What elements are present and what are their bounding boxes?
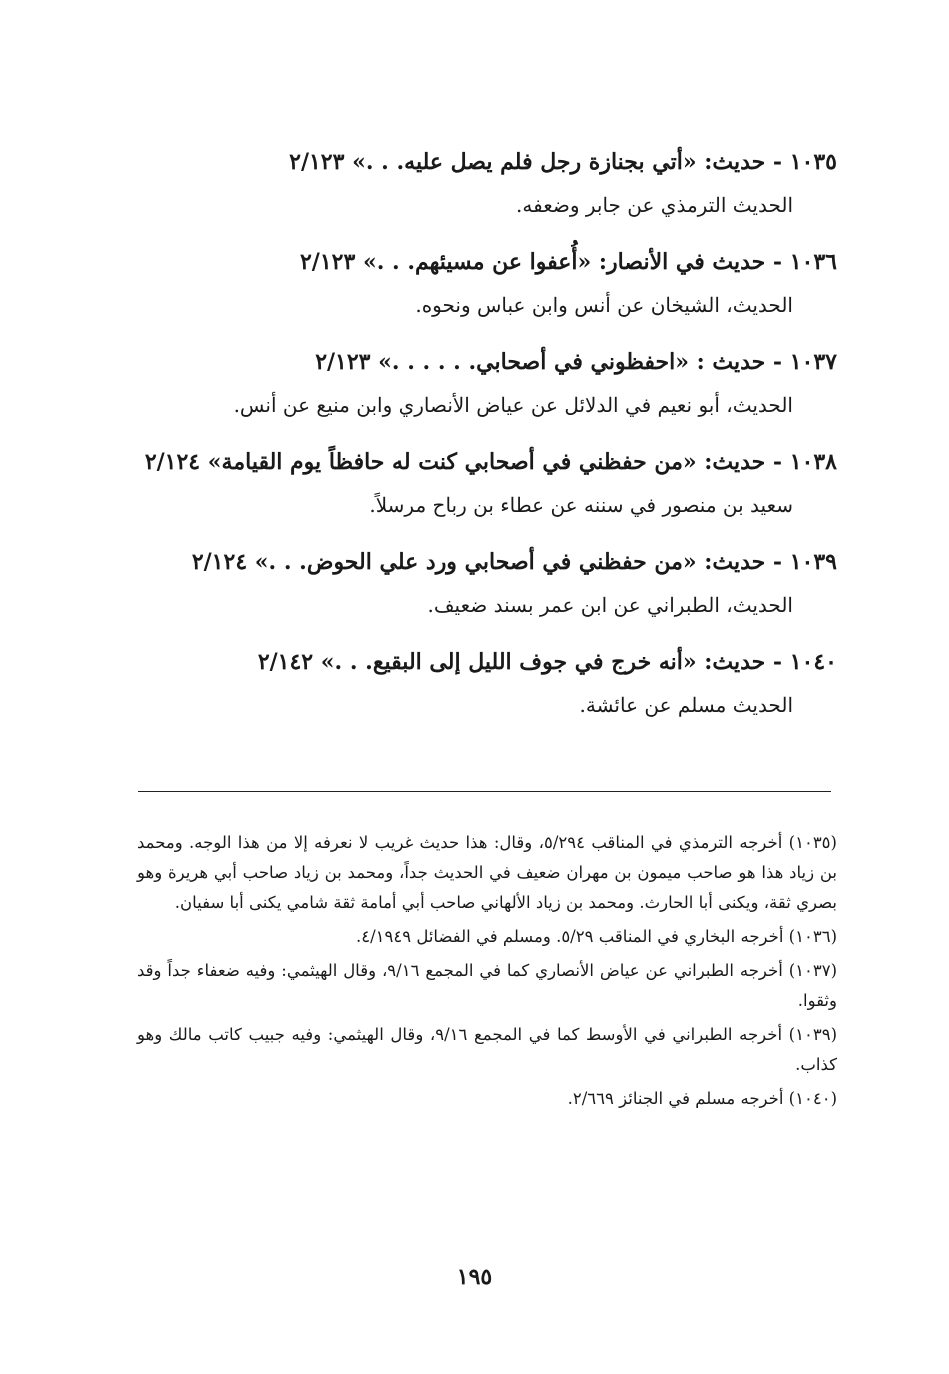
hadith-heading (127, 240, 837, 284)
footnote-number: (١٠٣٥) (788, 833, 837, 852)
hadith-number: ١٠٣٥ (789, 149, 837, 175)
footnote-text: أخرجه الطبراني في الأوسط كما في المجمع ٩/١٦، وقال الهيثمي: وفيه جبيب كاتب مالك وهو كذاب. (137, 1025, 837, 1074)
hadith-entry (127, 140, 837, 226)
footnote-number: (١٠٣٩) (788, 1025, 837, 1044)
hadith-title: - حديث: «من حفظني في أصحابي ورد علي الحوض. . .» ٢/١٢٤ (191, 549, 783, 575)
hadith-title: - حديث: «من حفظني في أصحابي كنت له حافظاً يوم القيامة» ٢/١٢٤ (144, 449, 783, 475)
hadith-heading (127, 540, 837, 584)
footnote (137, 1084, 837, 1114)
footnote-text: أخرجه الترمذي في المناقب ٥/٢٩٤، وقال: هذا حديث غريب لا نعرفه إلا من هذا الوجه. ومحمد بن زياد هذا هو صاحب ميمون بن مهران ضعيف في الحديث جداً، ومحمد بن زياد صاحب أبي هريرة وهو بصري ثقة، ويكنى أبا الحارث. ومحمد بن زياد الألهاني صاحب أبي أمامة ثقة شامي يكنى أبا سفيان. (137, 833, 837, 912)
hadith-entry (127, 340, 837, 426)
hadith-source: الحديث الترمذي عن جابر وضعفه. (516, 193, 793, 217)
hadith-source: الحديث، الشيخان عن أنس وابن عباس ونحوه. (415, 293, 793, 317)
footnotes (137, 828, 837, 1118)
hadith-entry (127, 240, 837, 326)
hadith-entry (127, 540, 837, 626)
footnote (137, 922, 837, 952)
hadith-heading (127, 440, 837, 484)
hadith-list (127, 140, 837, 740)
hadith-source: الحديث مسلم عن عائشة. (579, 693, 793, 717)
footnote-separator (138, 791, 831, 792)
hadith-heading (127, 340, 837, 384)
hadith-title: - حديث: «أتي بجنازة رجل فلم يصل عليه. . .» ٢/١٢٣ (289, 149, 783, 175)
footnote-number: (١٠٤٠) (788, 1089, 837, 1108)
footnote-text: أخرجه البخاري في المناقب ٥/٢٩. ومسلم في الفضائل ٤/١٩٤٩. (355, 927, 784, 946)
hadith-title: - حديث: «أنه خرج في جوف الليل إلى البقيع. . .» ٢/١٤٢ (257, 649, 783, 675)
hadith-entry (127, 640, 837, 726)
footnote (137, 1020, 837, 1080)
hadith-number: ١٠٣٧ (789, 349, 837, 375)
footnote-number: (١٠٣٧) (788, 961, 838, 980)
hadith-source: الحديث، الطبراني عن ابن عمر بسند ضعيف. (427, 593, 793, 617)
hadith-heading (127, 640, 837, 684)
hadith-source: سعيد بن منصور في سننه عن عطاء بن رباح مرسلاً. (369, 493, 793, 517)
hadith-source: الحديث، أبو نعيم في الدلائل عن عياض الأنصاري وابن منيع عن أنس. (233, 393, 793, 417)
hadith-number: ١٠٣٩ (789, 549, 837, 575)
page-number: ١٩٥ (456, 1264, 493, 1290)
footnote (137, 828, 837, 918)
hadith-heading (127, 140, 837, 184)
footnote (137, 956, 837, 1016)
hadith-number: ١٠٤٠ (789, 649, 837, 675)
hadith-number: ١٠٣٦ (789, 249, 837, 275)
footnote-text: أخرجه الطبراني عن عياض الأنصاري كما في المجمع ٩/١٦، وقال الهيثمي: وفيه ضعفاء جداً وقد وثقوا. (137, 961, 837, 1010)
hadith-title: - حديث في الأنصار: «أُعفوا عن مسيئهم. . .» ٢/١٢٣ (299, 249, 783, 275)
footnote-number: (١٠٣٦) (788, 927, 837, 946)
hadith-number: ١٠٣٨ (789, 449, 837, 475)
hadith-title: - حديث : «احفظوني في أصحابي. . . . . .» ٢/١٢٣ (315, 349, 783, 375)
footnote-text: أخرجه مسلم في الجنائز ٢/٦٦٩. (567, 1089, 784, 1108)
hadith-entry (127, 440, 837, 526)
